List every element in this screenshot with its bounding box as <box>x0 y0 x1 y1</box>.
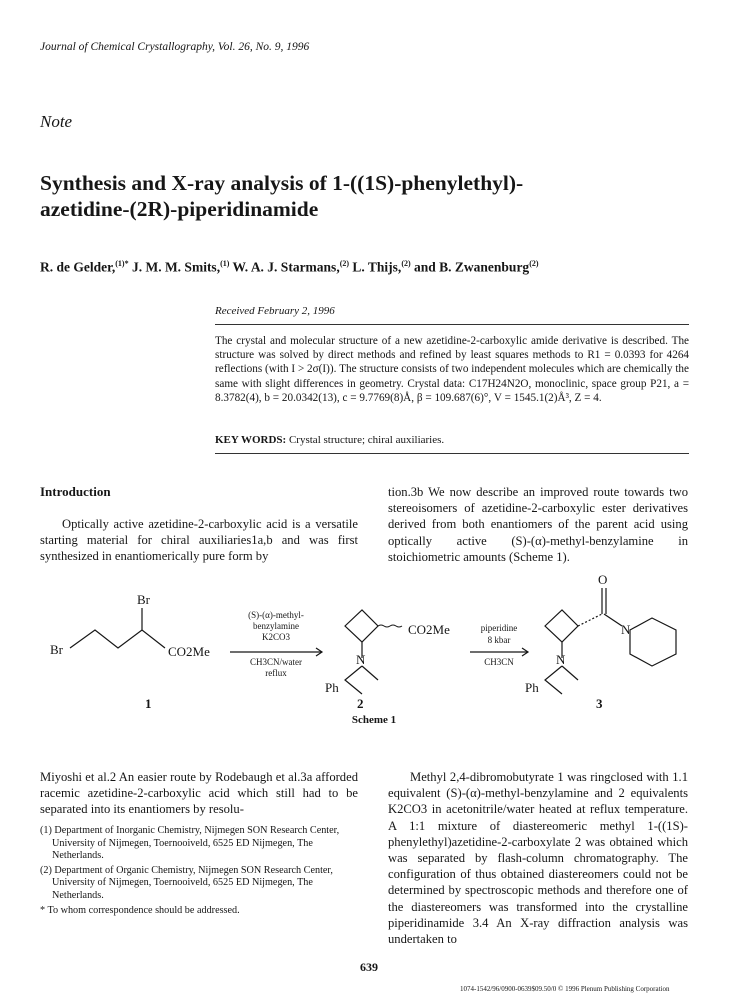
keywords-label: KEY WORDS: <box>215 434 287 446</box>
paper-title <box>40 170 700 222</box>
author: J. M. M. Smits, <box>131 259 221 275</box>
reaction-scheme <box>0 568 748 768</box>
author-affiliation: (2) <box>401 259 411 268</box>
footnote: (2) Department of Organic Chemistry, Nijmegen SON Research Center, University of Nijmegen, Toernooiveld, 6525 ED Nijmegen, The Netherlands. <box>40 864 333 901</box>
reagent-text: (S)-(α)-methyl- <box>248 610 304 620</box>
title-line-2: azetidine-(2R)-piperidinamide <box>40 197 319 221</box>
page-number: 639 <box>360 960 378 974</box>
intro-paragraph-left: Optically active azetidine-2-carboxylic acid is a versatile starting material for chiral auxiliaries1a,b and was first synthesized in enantiomerically pure form by <box>40 517 358 564</box>
compound-number-1: 1 <box>145 696 152 711</box>
reagent-text: CH3CN <box>484 657 514 667</box>
compound-number-3: 3 <box>596 696 603 711</box>
copyright-line: 1074-1542/96/0900-0639$09.50/0 © 1996 Plenum Publishing Corporation <box>460 985 670 993</box>
bromo-label: Br <box>137 592 150 607</box>
author-affiliation: (1)* <box>115 259 129 268</box>
nitrogen-label: N <box>621 622 631 637</box>
keywords <box>215 434 689 446</box>
abstract-top-rule <box>215 324 689 325</box>
reagent-text: 8 kbar <box>487 635 511 645</box>
reagent-text: CH3CN/water <box>250 657 302 667</box>
author: L. Thijs, <box>352 259 402 275</box>
oxygen-label: O <box>598 572 608 587</box>
journal-citation: Journal of Chemical Crystallography, Vol. 26, No. 9, 1996 <box>40 41 310 53</box>
nitrogen-label: N <box>356 652 366 667</box>
reagent-text: K2CO3 <box>261 632 291 642</box>
article-type: Note <box>40 112 73 131</box>
author: W. A. J. Starmans, <box>232 259 340 275</box>
author: and B. Zwanenburg <box>414 259 530 275</box>
footnote: (1) Department of Inorganic Chemistry, Nijmegen SON Research Center, University of Nijmegen, Toernooiveld, 6525 ED Nijmegen, The Netherlands. <box>40 825 340 862</box>
scheme-caption: Scheme 1 <box>351 714 397 726</box>
body-paragraph-left: Miyoshi et al.2 An easier route by Rodebaugh et al.3a afforded racemic azetidine-2-carboxylic acid which still had to be separated into its enantiomers by resolu- <box>40 770 358 817</box>
abstract-bottom-rule <box>215 453 689 454</box>
ester-label: CO2Me <box>168 644 210 659</box>
keywords-text: Crystal structure; chiral auxiliaries. <box>288 434 445 446</box>
reagent-text: reflux <box>265 668 287 678</box>
author: R. de Gelder, <box>40 259 116 275</box>
abstract-text: The crystal and molecular structure of a new azetidine-2-carboxylic amide derivative is described. The structure was solved by direct methods and refined by least squares methods to R1 = 0.0393 for 4264 reflections (with I > 2σ(I)). The structure consists of two independent molecules which are chemically the same with slight differences in geometry. Crystal data: C17H24N2O, monoclinic, space group P21, a = 8.3782(4), b = 20.0342(13), c = 9.7769(8)Å, β = 109.687(6)°, V = 1545.1(2)Å³, Z = 4. <box>215 335 689 404</box>
bromo-label: Br <box>50 642 63 657</box>
author-list <box>40 259 720 276</box>
author-affiliation: (1) <box>220 259 230 268</box>
reagent-text: piperidine <box>480 623 518 633</box>
intro-paragraph-right: tion.3b We now describe an improved route towards two stereoisomers of azetidine-2-carboxylic ester derivatives derived from both enantiomers of the parent acid using optically active (S)-(α)-methyl-benzylamine in stoichiometric amounts (Scheme 1). <box>388 485 688 564</box>
phenyl-label: Ph <box>325 680 339 695</box>
author-affiliation: (2) <box>339 259 350 268</box>
reagent-text: benzylamine <box>253 621 299 631</box>
section-heading-introduction: Introduction <box>40 484 111 499</box>
ester-label: CO2Me <box>408 622 450 637</box>
compound-number-2: 2 <box>357 696 364 711</box>
footnotes <box>40 825 358 919</box>
phenyl-label: Ph <box>525 680 539 695</box>
nitrogen-label: N <box>556 652 566 667</box>
body-paragraph-right: Methyl 2,4-dibromobutyrate 1 was ringclosed with 1.1 equivalent (S)-(α)-methyl-benzylamine and 2 equivalents K2CO3 in acetonitrile/water heated at reflux temperature. A 1:1 mixture of diastereomeric methyl 1-((1S)-phenylethyl)azetidine-2-carboxylate 2 was obtained which was separated by flash-column chromatography. The configuration of thus obtained diastereomers could not be determined by spectroscopic methods and therefore one of the diastereomers was transformed into the crystalline piperidinamide 3.4 An X-ray diffraction analysis was undertaken to <box>388 770 688 947</box>
author-affiliation: (2) <box>529 259 539 268</box>
title-line-1: Synthesis and X-ray analysis of 1-((1S)-phenylethyl)- <box>40 171 524 195</box>
footnote: * To whom correspondence should be addressed. <box>40 904 240 916</box>
received-date: Received February 2, 1996 <box>215 305 335 317</box>
